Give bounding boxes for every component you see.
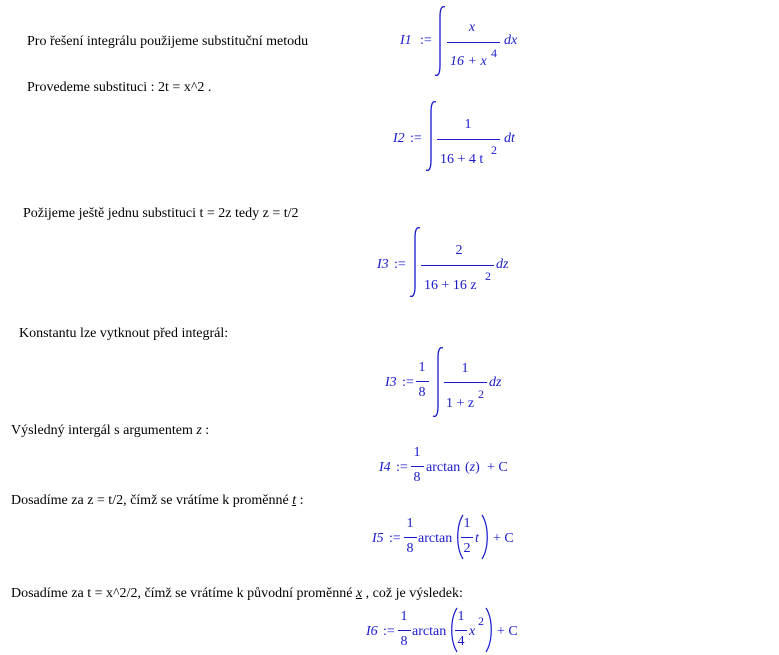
text-part: Výsledný intergál s argumentem: [11, 423, 197, 438]
constant-tail: + C: [487, 460, 508, 475]
denominator: 1 + z: [446, 396, 475, 411]
integral-sign-icon: [408, 226, 422, 298]
text-line-method: Pro řešení integrálu použijeme substituční metodu: [27, 34, 309, 49]
fraction-bar: [444, 382, 487, 383]
constant-tail: + C: [493, 531, 514, 546]
inner-denominator: 2: [463, 541, 471, 556]
eq-name: I2: [393, 131, 405, 146]
coef-numerator: 1: [413, 445, 421, 460]
right-paren-icon: [480, 514, 490, 560]
fraction-bar: [447, 42, 500, 43]
fraction-bar: [421, 265, 494, 266]
coef-denominator: 8: [406, 541, 414, 556]
right-paren-icon: [484, 607, 494, 653]
inner-denominator: 4: [457, 634, 465, 649]
differential: dz: [496, 257, 509, 272]
function-name: arctan: [426, 460, 461, 475]
eq-name: I4: [379, 460, 391, 475]
numerator: 2: [455, 243, 463, 258]
fraction-bar: [461, 537, 473, 538]
inner-numerator: 1: [457, 609, 465, 624]
eq-name: I3: [385, 375, 397, 390]
integral-sign-icon: [424, 100, 438, 172]
variable: x: [469, 624, 476, 639]
text-line-result-integral: [11, 423, 209, 439]
fraction-bar: [437, 139, 500, 140]
eq-name: I1: [400, 33, 412, 48]
denominator: [450, 54, 487, 70]
coef-numerator: 1: [400, 609, 408, 624]
integral-sign-icon: [433, 5, 447, 77]
inner-numerator: 1: [463, 516, 471, 531]
text-var: t: [292, 493, 297, 508]
text-part: Dosadíme za t = x^2/2, čímž se vrátíme k původní proměnné: [11, 586, 356, 601]
paren: (z): [465, 460, 480, 475]
eq-assign: :=: [402, 375, 414, 390]
fraction-bar: [455, 630, 467, 631]
exponent: 2: [485, 269, 491, 283]
text-part: , což je výsledek:: [362, 586, 463, 601]
coef-denominator: 8: [418, 385, 426, 400]
eq-assign: :=: [394, 257, 406, 272]
text-line-constant: Konstantu lze vytknout před integrál:: [19, 326, 229, 341]
text-part: :: [296, 493, 304, 508]
text-part: :: [201, 423, 210, 438]
function-name: arctan: [418, 531, 453, 546]
fraction-bar: [404, 537, 417, 538]
fraction-bar: [398, 630, 411, 631]
differential: dt: [504, 131, 515, 146]
eq-assign: :=: [389, 531, 401, 546]
text-var: z: [196, 423, 202, 438]
argument: z: [469, 460, 476, 475]
coef-numerator: 1: [418, 360, 426, 375]
numerator: 1: [464, 117, 472, 132]
eq-assign: :=: [410, 131, 422, 146]
function-name: arctan: [412, 624, 447, 639]
text-var: x: [355, 586, 363, 601]
integral-sign-icon: [431, 346, 445, 418]
text-line-back-substitute-t: [11, 493, 303, 509]
coef-denominator: 8: [400, 634, 408, 649]
eq-name: I6: [366, 624, 378, 639]
exponent: 2: [478, 387, 484, 401]
denominator: 16 + 4 t: [440, 152, 484, 167]
numerator: 1: [461, 361, 469, 376]
differential: dx: [504, 33, 518, 48]
exponent: 2: [491, 143, 497, 157]
exponent: 4: [491, 46, 497, 60]
fraction-bar: [416, 381, 429, 382]
den-text: 16 + x: [450, 54, 487, 69]
numerator: x: [468, 20, 476, 35]
constant-tail: + C: [497, 624, 518, 639]
text-line-substitution: Provedeme substituci : 2t = x^2 .: [27, 80, 212, 95]
eq-name: I3: [377, 257, 389, 272]
eq-assign: :=: [396, 460, 408, 475]
coef-numerator: 1: [406, 516, 414, 531]
differential: dz: [489, 375, 502, 390]
fraction-bar: [411, 466, 424, 467]
variable: t: [475, 531, 479, 546]
text-part: Dosadíme za z = t/2, čímž se vrátíme k proměnné: [11, 493, 293, 508]
denominator: 16 + 16 z: [424, 278, 477, 293]
eq-assign: :=: [383, 624, 395, 639]
text-line-second-substitution: Požijeme ještě jednu substituci t = 2z tedy z = t/2: [23, 206, 299, 221]
eq-name: I5: [372, 531, 384, 546]
text-line-back-substitute-x: [11, 586, 463, 602]
coef-denominator: 8: [413, 470, 421, 485]
eq-assign: :=: [420, 33, 432, 48]
exponent: 2: [478, 614, 484, 628]
